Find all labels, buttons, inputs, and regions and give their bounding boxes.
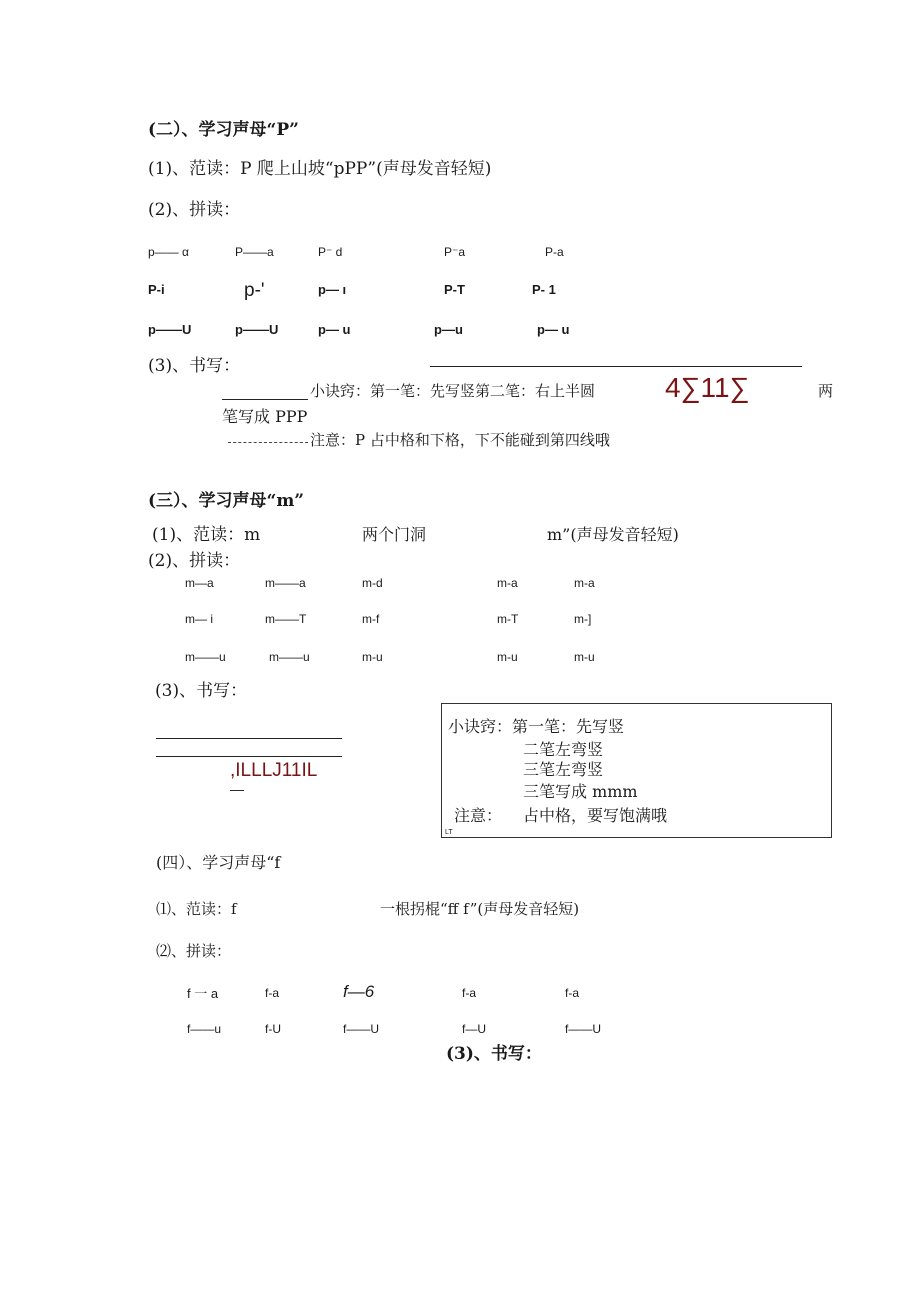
m-red-strokes: ,ILLLJ11IL (230, 760, 318, 781)
syllable: P-a (545, 245, 564, 259)
section-p-read: (1)、范读：P 爬上山坡“pPP”(声母发音轻短) (148, 159, 492, 179)
syllable: f—6 (343, 982, 375, 1001)
section-m-write-label: (3)、书写： (155, 681, 248, 701)
note-text: 注意：P 占中格和下格，下不能碰到第四线哦 (310, 431, 610, 449)
section-f-spell-label: ⑵、拼读： (156, 942, 232, 960)
syllable: p— u (537, 322, 570, 337)
syllable: m-a (574, 576, 595, 590)
section-m-title: (三）、学习声母“m” (148, 491, 305, 511)
syllable: f 一 a (187, 986, 219, 1001)
syllable: P-i (148, 282, 165, 297)
syllable: p— ı (318, 282, 347, 297)
syllable: f——u (187, 1022, 222, 1036)
syllable: f-a (265, 986, 280, 1000)
syllable: P⁻ d (318, 245, 343, 259)
writing-line (156, 738, 342, 739)
syllable: m——a (265, 576, 306, 590)
section-m-read-b: 两个门洞 (362, 525, 427, 544)
box-line: 小诀窍：第一笔：先写竖 (448, 717, 625, 736)
dash-line (228, 442, 308, 443)
section-m-spell-label: (2)、拼读： (148, 551, 241, 571)
section-f-write-label: (3)、书写： (446, 1044, 542, 1064)
box-note-label: 注意： (454, 806, 503, 825)
section-f-read-a: ⑴、范读：f (156, 900, 237, 918)
section-p-title: (二）、学习声母“P” (148, 120, 299, 140)
syllable: f-a (565, 986, 580, 1000)
syllable: p——U (148, 322, 192, 337)
syllable: f——U (565, 1022, 601, 1036)
writing-line (222, 399, 308, 400)
syllable: f-a (462, 986, 477, 1000)
box-line: 三笔左弯竖 (523, 760, 604, 779)
writing-line (430, 366, 802, 367)
syllable: P——a (235, 245, 274, 259)
syllable: m-T (497, 612, 519, 626)
section-p-spell-label: (2)、拼读： (148, 200, 241, 220)
syllable: f——U (343, 1022, 379, 1036)
syllable: P- 1 (532, 282, 556, 297)
syllable: m-u (362, 650, 383, 664)
section-m-read-a: (1)、范读：m (152, 525, 261, 545)
section-f-title: (四）、学习声母“f (156, 853, 281, 872)
tip-box (441, 703, 832, 838)
box-line: 三笔写成 mmm (523, 782, 638, 801)
syllable: m-] (574, 612, 592, 626)
syllable: P⁻a (444, 245, 466, 259)
dash-mark: — (230, 781, 244, 797)
box-note: 占中格，要写饱满哦 (523, 806, 668, 825)
syllable: p—— α (148, 245, 189, 259)
tip-red-strokes: 4∑11∑ (665, 372, 750, 403)
box-mark: LT (445, 829, 453, 836)
syllable: p— u (318, 322, 351, 337)
syllable: m-u (574, 650, 595, 664)
syllable: m-f (362, 612, 380, 626)
tip-text: 小诀窍：第一笔：先写竖第二笔：右上半圆 (310, 382, 596, 400)
box-line: 二笔左弯竖 (523, 740, 604, 759)
syllable: m——u (185, 650, 226, 664)
syllable: m-a (497, 576, 518, 590)
syllable: P-T (444, 282, 465, 297)
syllable: f—U (462, 1022, 486, 1036)
syllable: m—a (185, 576, 214, 590)
syllable: m-d (362, 576, 383, 590)
syllable: m——u (269, 650, 310, 664)
section-p-write-label: (3)、书写： (148, 356, 241, 376)
section-m-read-c: m”(声母发音轻短) (547, 525, 679, 544)
syllable: m-u (497, 650, 518, 664)
tip-line2: 笔写成 PPP (222, 407, 308, 426)
writing-line (156, 756, 342, 757)
section-f-read-b: 一根拐棍“ff f”(声母发音轻短) (380, 900, 580, 918)
syllable: f-U (265, 1022, 281, 1036)
tip-right: 两 (818, 382, 834, 400)
syllable: m——T (265, 612, 307, 626)
syllable: m— i (185, 612, 213, 626)
syllable: p——U (235, 322, 279, 337)
syllable: p-' (244, 280, 265, 301)
syllable: p—u (434, 322, 463, 337)
